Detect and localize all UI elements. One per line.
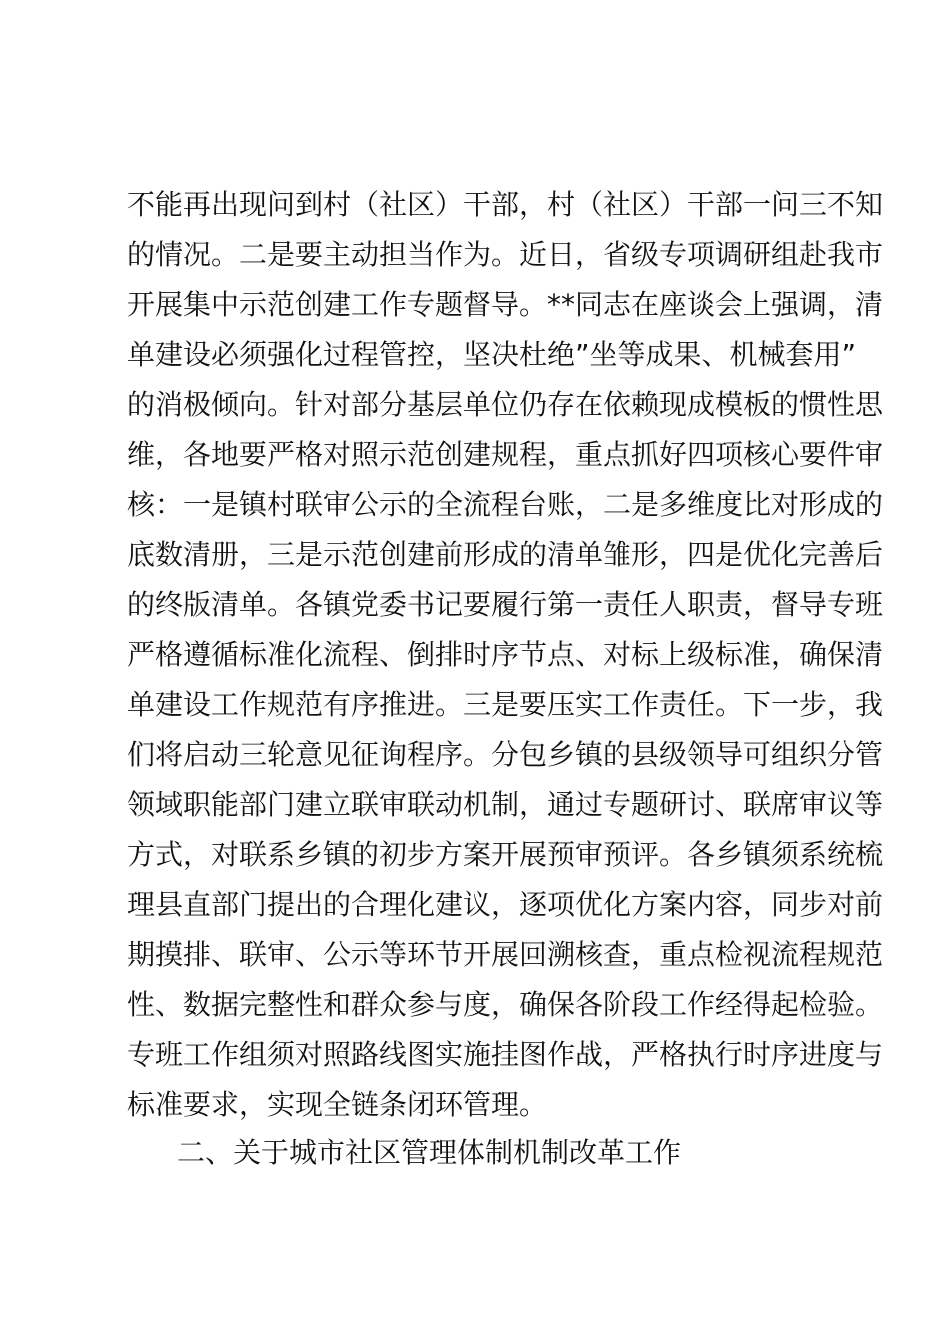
paragraph-line: 严格遵循标准化流程、倒排时序节点、对标上级标准，确保清 (127, 638, 884, 671)
section-heading: 二、关于城市社区管理体制机制改革工作 (177, 1136, 682, 1169)
paragraph-line: 性、数据完整性和群众参与度，确保各阶段工作经得起检验。 (127, 988, 884, 1021)
paragraph-line: 专班工作组须对照路线图实施挂图作战，严格执行时序进度与 (127, 1038, 884, 1071)
paragraph-line: 开展集中示范创建工作专题督导。**同志在座谈会上强调，清 (127, 288, 884, 321)
paragraph-line: 不能再出现问到村（社区）干部，村（社区）干部一问三不知 (127, 188, 884, 221)
paragraph-line: 方式，对联系乡镇的初步方案开展预审预评。各乡镇须系统梳 (127, 838, 884, 871)
paragraph-line: 的消极倾向。针对部分基层单位仍存在依赖现成模板的惯性思 (127, 388, 884, 421)
paragraph-line: 维，各地要严格对照示范创建规程，重点抓好四项核心要件审 (127, 438, 884, 471)
paragraph-line: 底数清册，三是示范创建前形成的清单雏形，四是优化完善后 (127, 538, 884, 571)
paragraph-line: 单建设工作规范有序推进。三是要压实工作责任。下一步，我 (127, 688, 884, 721)
paragraph-line: 们将启动三轮意见征询程序。分包乡镇的县级领导可组织分管 (127, 738, 884, 771)
body-paragraph (127, 180, 884, 1130)
paragraph-line: 领域职能部门建立联审联动机制，通过专题研讨、联席审议等 (127, 788, 884, 821)
paragraph-line: 标准要求，实现全链条闭环管理。 (127, 1088, 548, 1121)
paragraph-line: 核：一是镇村联审公示的全流程台账，二是多维度比对形成的 (127, 488, 884, 521)
paragraph-line: 单建设必须强化过程管控，坚决杜绝”坐等成果、机械套用” (127, 338, 857, 371)
paragraph-line: 的情况。二是要主动担当作为。近日，省级专项调研组赴我市 (127, 238, 884, 271)
paragraph-line: 期摸排、联审、公示等环节开展回溯核查，重点检视流程规范 (127, 938, 884, 971)
paragraph-line: 的终版清单。各镇党委书记要履行第一责任人职责，督导专班 (127, 588, 884, 621)
paragraph-line: 理县直部门提出的合理化建议，逐项优化方案内容，同步对前 (127, 888, 884, 921)
